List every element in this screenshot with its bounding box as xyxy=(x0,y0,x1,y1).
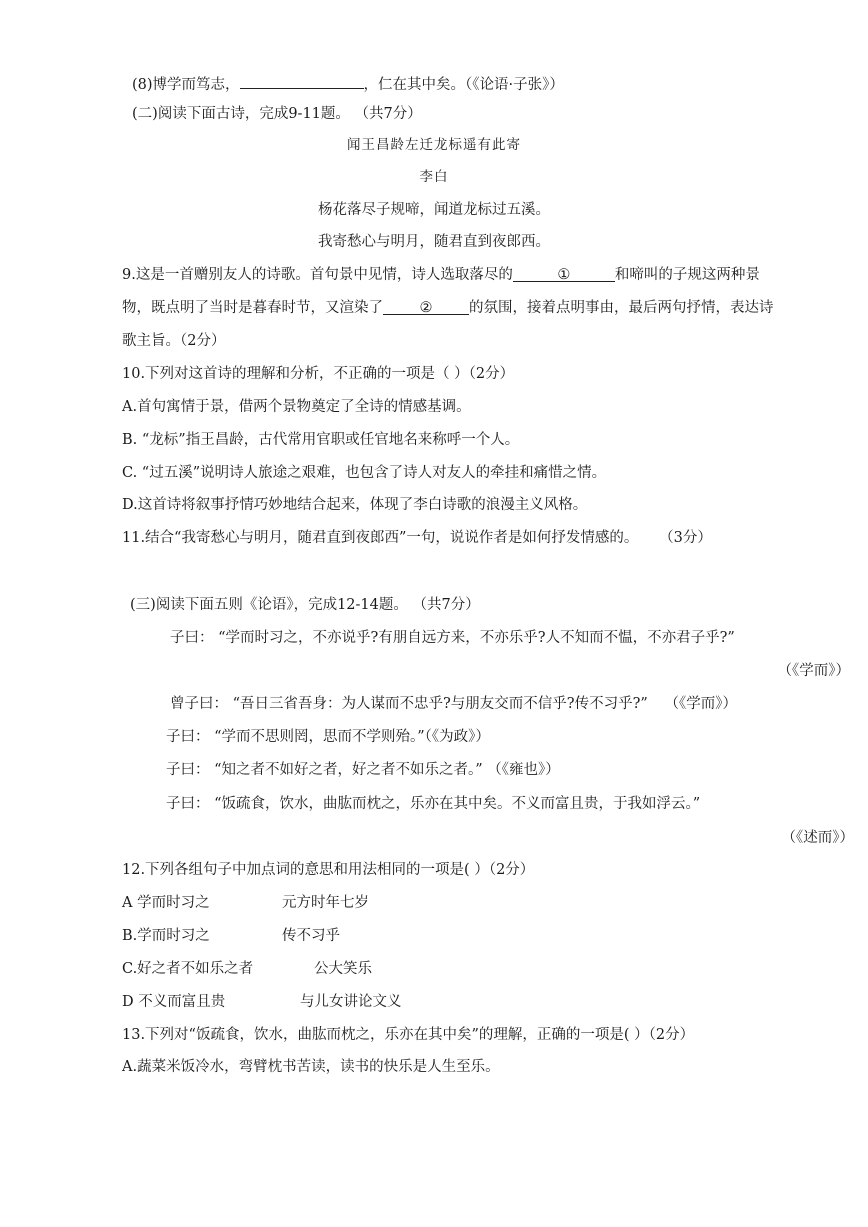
quote-2-text: 曾子曰： “吾日三省吾身：为人谋而不忠乎?与朋友交而不信乎?传不习乎?” xyxy=(170,696,648,712)
q12-a-left: A 学而时习之 xyxy=(122,895,210,911)
quote-1-source: （《学而》） xyxy=(777,663,850,679)
quote-5-source: （《述而》） xyxy=(781,830,854,846)
q8-answer-blank[interactable] xyxy=(240,72,364,89)
question-9-line-3: 歌主旨。（2分） xyxy=(122,333,226,349)
question-9-line-1 xyxy=(122,265,760,285)
question-10-stem: 10.下列对这首诗的理解和分析，不正确的一项是（ ）（2分） xyxy=(122,366,515,382)
q10-option-a[interactable]: A.首句寓情于景，借两个景物奠定了全诗的情感基调。 xyxy=(122,399,471,415)
q9-text-3: 物，既点明了当时是暮春时节，又渲染了 xyxy=(122,300,383,316)
poem-title: 闻王昌龄左迁龙标遥有此寄 xyxy=(347,137,521,153)
q12-option-c[interactable] xyxy=(122,959,372,979)
question-12-stem: 12.下列各组句子中加点词的意思和用法相同的一项是( ）（2分） xyxy=(122,862,535,878)
poem-line-2: 我寄愁心与明月，随君直到夜郎西。 xyxy=(318,234,550,250)
q12-b-left: B.学而时习之 xyxy=(122,928,210,944)
q12-option-b[interactable] xyxy=(122,926,340,946)
q8-suffix: ，仁在其中矣。（《论语·子张》） xyxy=(363,77,564,93)
analects-quote-2 xyxy=(170,694,737,714)
q13-option-a[interactable]: A.蔬菜米饭冷水，弯臂枕书苦读，读书的快乐是人生至乐。 xyxy=(122,1059,500,1075)
q9-text-2: 和啼叫的子规这两种景 xyxy=(614,267,760,283)
q12-b-right: 传不习乎 xyxy=(282,928,340,944)
q12-d-right: 与儿女讲论文义 xyxy=(300,994,402,1010)
question-8 xyxy=(132,72,564,95)
analects-quote-3: 子曰： “学而不思则罔，思而不学则殆。”（《为政》） xyxy=(166,729,490,745)
question-11 xyxy=(122,528,712,548)
q12-option-a[interactable] xyxy=(122,893,369,913)
poem-author: 李白 xyxy=(419,169,449,185)
q10-option-d[interactable]: D.这首诗将叙事抒情巧妙地结合起来，体现了李白诗歌的浪漫主义风格。 xyxy=(122,497,588,513)
analects-quote-4: 子曰： “知之者不如好之者，好之者不如乐之者。” （《雍也》） xyxy=(166,762,560,778)
q8-prefix: (8)博学而笃志， xyxy=(132,77,240,93)
analects-quote-1: 子曰： “学而时习之，不亦说乎?有朋自远方来，不亦乐乎?人不知而不愠，不亦君子乎?” xyxy=(170,630,735,646)
q12-c-left: C.好之者不如乐之者 xyxy=(122,961,254,977)
question-13-stem: 13.下列对“饭疏食，饮水，曲肱而枕之，乐亦在其中矣”的理解，正确的一项是( ）（2分） xyxy=(122,1027,695,1043)
question-9-line-2 xyxy=(122,298,774,318)
q11-score: （3分） xyxy=(666,530,712,546)
q11-stem: 11.结合“我寄愁心与明月，随君直到夜郎西”一句，说说作者是如何抒发情感的。 xyxy=(122,530,639,546)
q10-option-c[interactable]: C. “过五溪”说明诗人旅途之艰难，也包含了诗人对友人的牵挂和痛惜之情。 xyxy=(122,465,607,481)
q12-option-d[interactable] xyxy=(122,992,402,1012)
quote-2-source: （《学而》） xyxy=(671,696,738,712)
q12-d-left: D 不义而富且贵 xyxy=(122,994,226,1010)
q10-option-b[interactable]: B. “龙标”指王昌龄，古代常用官职或任官地名来称呼一个人。 xyxy=(122,432,520,448)
q12-c-right: 公大笑乐 xyxy=(314,961,372,977)
q9-blank-1[interactable]: ① xyxy=(513,265,615,282)
section-3-heading: (三)阅读下面五则《论语》，完成12-14题。 （共7分） xyxy=(130,597,480,613)
section-2-heading: (二)阅读下面古诗，完成9-11题。 （共7分） xyxy=(132,106,422,122)
poem-line-1: 杨花落尽子规啼，闻道龙标过五溪。 xyxy=(318,202,550,218)
q9-text-1: 9.这是一首赠别友人的诗歌。首句景中见情，诗人选取落尽的 xyxy=(122,267,513,283)
q9-text-4: 的氛围，接着点明事由，最后两句抒情，表达诗 xyxy=(469,300,774,316)
analects-quote-5: 子曰： “饭疏食，饮水，曲肱而枕之，乐亦在其中矣。不义而富且贵，于我如浮云。” xyxy=(166,796,701,812)
q9-blank-2[interactable]: ② xyxy=(383,298,469,315)
q12-a-right: 元方时年七岁 xyxy=(282,895,369,911)
